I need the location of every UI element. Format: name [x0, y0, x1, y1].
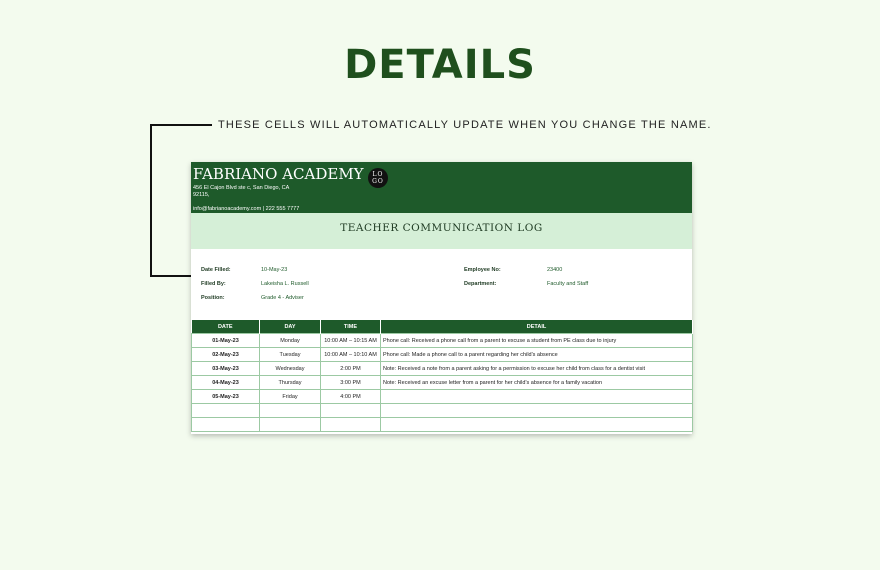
- day-cell[interactable]: Friday: [260, 390, 321, 404]
- table-row: [192, 390, 693, 404]
- date-cell[interactable]: [192, 404, 260, 418]
- date-cell[interactable]: 04-May-23: [192, 376, 260, 390]
- employee-no-label: Employee No:: [464, 267, 501, 273]
- detail-cell[interactable]: [381, 390, 693, 404]
- date-cell[interactable]: 01-May-23: [192, 334, 260, 348]
- filled-by-label: Filled By:: [201, 281, 226, 287]
- day-cell[interactable]: [260, 418, 321, 432]
- logo-icon: [368, 168, 388, 188]
- log-title: TEACHER COMMUNICATION LOG: [191, 213, 692, 249]
- communication-log-sheet: [191, 162, 692, 434]
- detail-header[interactable]: DETAIL: [381, 320, 693, 334]
- date-cell[interactable]: 05-May-23: [192, 390, 260, 404]
- page-title: DETAILS: [344, 42, 536, 88]
- date-cell[interactable]: 02-May-23: [192, 348, 260, 362]
- logo-text-top: LO: [372, 171, 384, 178]
- detail-cell[interactable]: Note: Received a note from a parent asking for a permission to excuse her child from class for a dentist visit: [381, 362, 693, 376]
- time-cell[interactable]: 2:00 PM: [321, 362, 381, 376]
- date-cell[interactable]: [192, 418, 260, 432]
- department-value[interactable]: Faculty and Staff: [547, 281, 589, 287]
- table-row: [192, 334, 693, 348]
- date-cell[interactable]: 03-May-23: [192, 362, 260, 376]
- position-value[interactable]: Grade 4 - Adviser: [261, 295, 304, 301]
- callout-note: THESE CELLS WILL AUTOMATICALLY UPDATE WHEN YOU CHANGE THE NAME.: [218, 119, 712, 131]
- date-filled-value[interactable]: 10-May-23: [261, 267, 288, 273]
- time-cell[interactable]: [321, 418, 381, 432]
- time-header[interactable]: TIME: [321, 320, 381, 334]
- detail-cell[interactable]: [381, 404, 693, 418]
- time-cell[interactable]: 10:00 AM – 10:10 AM: [321, 348, 381, 362]
- sheet-header: [191, 162, 692, 213]
- day-header[interactable]: DAY: [260, 320, 321, 334]
- date-header[interactable]: DATE: [192, 320, 260, 334]
- table-row: [192, 418, 693, 432]
- school-name[interactable]: FABRIANO ACADEMY: [193, 165, 364, 183]
- table-row: [192, 348, 693, 362]
- detail-cell[interactable]: Phone call: Received a phone call from a parent to excuse a student from PE class due to injury: [381, 334, 693, 348]
- position-label: Position:: [201, 295, 225, 301]
- date-filled-label: Date Filled:: [201, 267, 231, 273]
- address-line-1[interactable]: 456 El Cajon Blvd ste c, San Diego, CA: [193, 185, 290, 191]
- time-cell[interactable]: 10:00 AM – 10:15 AM: [321, 334, 381, 348]
- day-cell[interactable]: Monday: [260, 334, 321, 348]
- detail-cell[interactable]: Note: Received an excuse letter from a parent for her child's absence for a family vacation: [381, 376, 693, 390]
- day-cell[interactable]: Tuesday: [260, 348, 321, 362]
- log-table: [191, 320, 693, 432]
- time-cell[interactable]: [321, 404, 381, 418]
- detail-cell[interactable]: [381, 418, 693, 432]
- time-cell[interactable]: 3:00 PM: [321, 376, 381, 390]
- employee-no-value[interactable]: 23400: [547, 267, 563, 273]
- table-row: [192, 404, 693, 418]
- detail-cell[interactable]: Phone call: Made a phone call to a parent regarding her child's absence: [381, 348, 693, 362]
- day-cell[interactable]: Thursday: [260, 376, 321, 390]
- logo-text-bottom: GO: [372, 178, 384, 185]
- contact-line[interactable]: info@fabrianoacademy.com | 222 555 7777: [193, 206, 300, 212]
- time-cell[interactable]: 4:00 PM: [321, 390, 381, 404]
- day-cell[interactable]: Wednesday: [260, 362, 321, 376]
- address-line-2[interactable]: 92115,: [193, 192, 210, 198]
- table-header-row: [192, 320, 693, 334]
- table-row: [192, 376, 693, 390]
- table-row: [192, 362, 693, 376]
- department-label: Department:: [464, 281, 497, 287]
- day-cell[interactable]: [260, 404, 321, 418]
- filled-by-value[interactable]: Lakeisha L. Russell: [261, 281, 309, 287]
